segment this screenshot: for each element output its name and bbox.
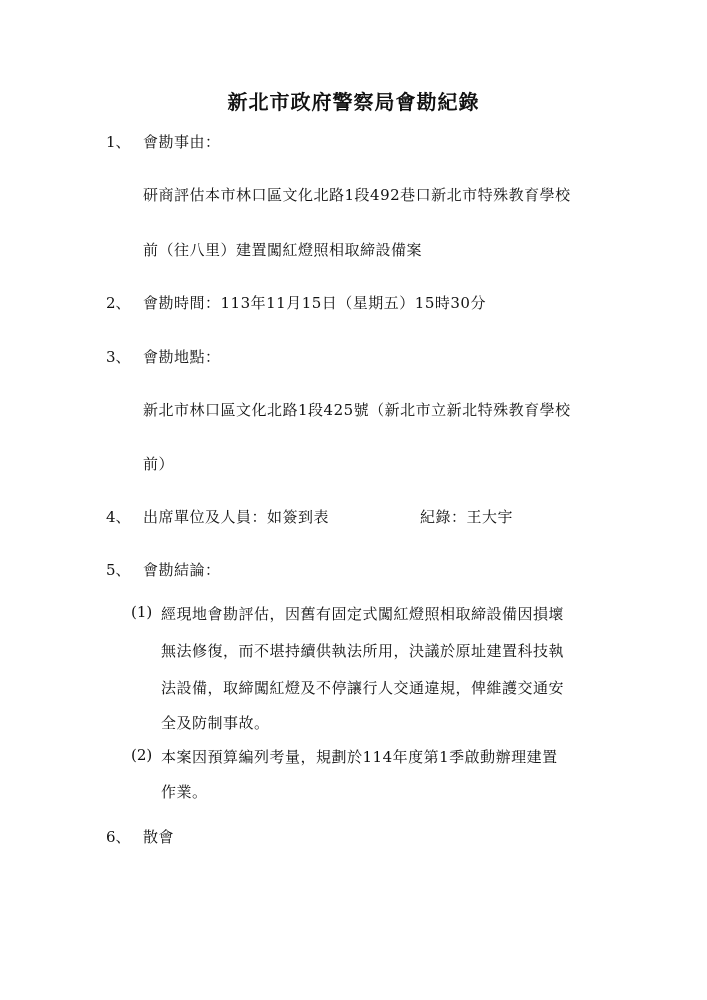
- item-3-heading: 會勘地點：: [143, 348, 221, 366]
- item-1-number: 1、: [106, 133, 131, 151]
- item-6-heading: 散會: [143, 828, 175, 846]
- item-5-number: 5、: [106, 561, 131, 579]
- item-1-body-line-1: 研商評估本市林口區文化北路1段492巷口新北市特殊教育學校: [143, 186, 571, 204]
- conclusion-1-line-4: 全及防制事故。: [161, 714, 270, 732]
- item-3-number: 3、: [106, 348, 131, 366]
- item-1-heading: 會勘事由：: [143, 133, 221, 151]
- item-5-heading: 會勘結論：: [143, 561, 221, 579]
- conclusion-1-line-3: 法設備，取締闖紅燈及不停讓行人交通違規，俾維護交通安: [161, 679, 565, 697]
- item-3-body-line-2: 前）: [143, 455, 175, 473]
- item-4-heading: 出席單位及人員：如簽到表: [143, 508, 330, 526]
- conclusion-1-line-2: 無法修復，而不堪持續供執法所用，決議於原址建置科技執: [161, 642, 565, 660]
- item-3-body-line-1: 新北市林口區文化北路1段425號（新北市立新北特殊教育學校: [143, 401, 571, 419]
- conclusion-2-line-1: 本案因預算編列考量，規劃於114年度第1季啟動辦理建置: [161, 748, 558, 766]
- conclusion-1-line-1: 經現地會勘評估，因舊有固定式闖紅燈照相取締設備因損壞: [161, 605, 565, 623]
- item-2-number: 2、: [106, 294, 131, 312]
- item-2-heading: 會勘時間：113年11月15日（星期五）15時30分: [143, 294, 486, 312]
- item-6-number: 6、: [106, 828, 131, 846]
- conclusion-2-line-2: 作業。: [161, 783, 208, 801]
- item-1-body-line-2: 前（往八里）建置闖紅燈照相取締設備案: [143, 241, 423, 259]
- item-4-number: 4、: [106, 508, 131, 526]
- conclusion-1-number: (1): [131, 603, 153, 621]
- item-4-recorder: 紀錄：王大宇: [420, 508, 514, 526]
- document-title: 新北市政府警察局會勘紀錄: [227, 90, 480, 114]
- conclusion-2-number: (2): [131, 746, 153, 764]
